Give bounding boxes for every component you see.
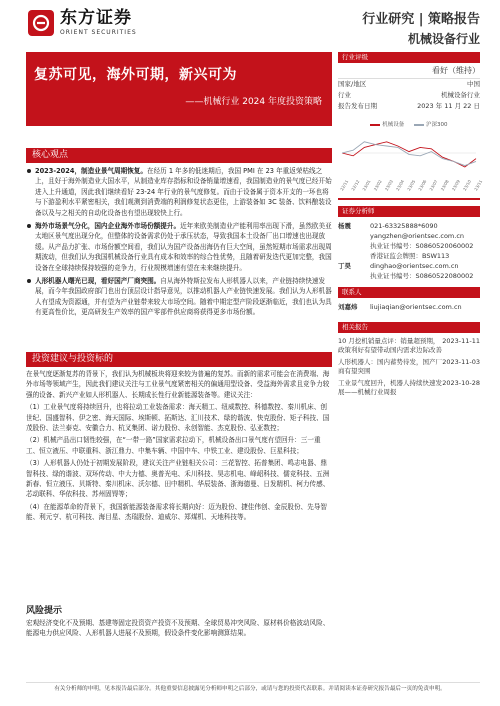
related-report[interactable] [338, 358, 480, 376]
series-line-1 [342, 142, 476, 166]
report-type: 行业研究 | 策略报告 [362, 12, 480, 27]
analyst-detail: 香港证监会牌照：BSW113 [370, 252, 450, 260]
analyst-row [338, 261, 480, 271]
x-tick-label: 23/01 [361, 179, 372, 192]
x-tick-label: 22/12 [350, 179, 361, 192]
analyst-name [338, 271, 370, 281]
info-value: 机械设备行业 [441, 91, 480, 99]
analyst-name [338, 241, 370, 251]
core-points-header: 核心观点 [26, 148, 332, 163]
analyst-name: 丁昊 [338, 262, 351, 270]
analyst-detail: 执业证书编号：S0860520060002 [370, 242, 474, 250]
info-row [338, 101, 480, 112]
rating-section-label: 行业评级 [338, 52, 480, 63]
title-banner [26, 52, 332, 124]
related-title[interactable]: 工业景气度回升，机器人持续快速发展——机械行业周报 [338, 379, 442, 396]
analyst-label: 证券分析师 [338, 206, 480, 217]
brand-name: 东方证券 [60, 8, 132, 28]
bullet-lead: 2023-2024，制造业景气周期恢复。 [35, 167, 147, 175]
related-date: 2023-11-03 [442, 358, 480, 366]
x-tick-label: 23/09 [450, 179, 461, 192]
legend-item-hs300: 沪深300 [414, 120, 447, 128]
related-list [338, 337, 480, 397]
investment-body [26, 369, 332, 525]
related-title[interactable]: 10 月挖机销量点评：销量超预期，政策利好有望带动国内需求边际改善 [338, 337, 442, 354]
investment-paragraph: （1）工业景气度将持续回升，也将拉动工业装备需求：海天精工、纽威数控、科德数控、秦川机床、创世纪、国盛智科、伊之密、海天国际、埃斯顿、拓斯达、汇川技术、绿的谐波、快克股份、矩子科技、国茂股份、法兰泰克、安徽合力、杭叉集团、诺力股份、永创智能、杰克股份、弘亚数控； [26, 403, 330, 433]
related-date: 2023-11-11 [442, 337, 480, 345]
legend-item-machinery: 机械设备 [370, 120, 404, 128]
info-key: 报告发布日期 [338, 102, 377, 110]
x-tick-label: 23/04 [394, 179, 406, 192]
related-report[interactable] [338, 379, 480, 397]
investment-paragraph: （3）人形机器人仍处于初期发展阶段，建议关注产业链相关公司：三花智控、拓普集团、鸣志电器、鼎智科技、绿的谐波、双环传动、中大力德、奥普光电、禾川科技、昊志机电、峰岹科技、儒竞科技、五洲新春、恒立液压、贝斯特、秦川机床、沃尔德、田中精机、华辰装备、浙海德曼、日发精机、柯力传感、芯动联科、华依科技、苏州固锝等； [26, 459, 330, 499]
performance-chart [338, 120, 484, 192]
info-key: 行业 [338, 91, 351, 99]
core-points [26, 166, 332, 321]
analyst-name: 杨震 [338, 222, 351, 230]
chart-legend [338, 120, 480, 128]
x-tick-label: 23/11 [473, 179, 484, 192]
analyst-row [338, 271, 480, 281]
rating-text: 看好（维持） [432, 66, 480, 75]
x-tick-label: 23/02 [372, 179, 383, 192]
core-bullet [26, 166, 332, 218]
x-tick-label: 23/08 [439, 179, 450, 192]
core-bullet [26, 221, 332, 273]
info-row [338, 90, 480, 101]
x-tick-label: 23/06 [417, 179, 428, 192]
x-tick-label: 23/07 [428, 179, 439, 192]
report-title: 复苏可见，海外可期，新兴可为 [34, 67, 237, 83]
orient-logo-icon [28, 10, 54, 36]
brand-logo [28, 10, 137, 36]
info-value: 中国 [467, 80, 480, 88]
analyst-row [338, 241, 480, 251]
core-bullet [26, 276, 332, 318]
bullet-text: 近年来欧美制造业产能利用率出现下滑，虽然欧美亚太地区景气度出现分化，但整体的设备需求仍处于承压状态，导致我国本土设备厂出口增速也出现放缓。从产品力扩张、市场份额空间看，我们认为国产设备出海仍有巨大空间，虽然短期市场需求出现周期波动，但我们认为我国机械设备行业具有成本和效率的综合性优势，且随着研发迭代更加完整，我国设备在全球持续保持较强的竞争力，行业规模增速有望在未来继续提升。 [35, 222, 332, 272]
investment-paragraph: 在景气度逐渐复苏的背景下，我们认为机械板块将迎来较为普遍的复苏。而新的需求可能会在消费端、海外市场等领域产生，因此我们建议关注与工业景气度紧密相关的偏通用型设备、受益海外需求且竞争力较强的设备、新兴产业如人形机器人、长期成长性行业新能源装备等。建议关注： [26, 370, 330, 399]
x-tick-label: 22/11 [339, 179, 350, 192]
analyst-name [338, 251, 370, 261]
x-tick-label: 23/03 [383, 179, 394, 192]
analyst-detail: yangzhen@orientsec.com.cn [370, 232, 465, 240]
contact-email[interactable]: liujiaqian@orientsec.com.cn [370, 303, 462, 311]
report-subtitle: ——机械行业 2024 年度投资策略 [185, 97, 322, 107]
risk-body: 宏观经济变化不及预期、基建等固定投资资产投资不及预期、全球贸易冲突风险、原材料价格波动风险、能源电力供应风险、人形机器人进展不及预期，假设条件变化影响测算结果。 [26, 619, 330, 638]
analyst-detail: 021-63325888*6090 [370, 222, 438, 230]
x-tick-label: 23/05 [406, 179, 417, 192]
analyst-row [338, 251, 480, 261]
info-key: 国家/地区 [338, 80, 367, 88]
contact-row [338, 302, 480, 312]
analyst-row [338, 231, 480, 241]
related-date: 2023-10-28 [442, 379, 480, 387]
rating-value [338, 65, 480, 79]
contact-label: 联系人 [338, 287, 480, 298]
related-label: 相关报告 [338, 322, 480, 333]
sidebar [338, 52, 484, 400]
analyst-detail: dinghao@orientsec.com.cn [370, 262, 459, 270]
bullet-lead: 海外市场景气分化，国内企业海外市场份额提升。 [35, 222, 181, 231]
report-industry: 机械设备行业 [407, 32, 480, 46]
risk-title: 风险提示 [26, 606, 63, 616]
analyst-name [338, 231, 370, 241]
related-report[interactable] [338, 337, 480, 355]
analyst-row [338, 221, 480, 231]
bullet-lead: 人形机器人曙光已现，看好国产厂商突围。 [35, 277, 161, 286]
footer-divider [26, 682, 480, 683]
bullet-text: 在经历 1 年多的低迷期后，我国 PMI 在 23 年重返荣枯线之上，且好于海外制造业大国水平，从制造业库存指标和设备销量增速看，我国制造业的景气度已经开始进入上升通道，因此我们继续看好 23-24 年行业的景气度修复。而由于设备属于资本开支的一环也将与下游盈利水平紧密相关，我们观测到消费端的利润修复状态更佳，上游装备如 3C 装备、饮料酿装设备以及与之相关的自动化设备也有望出现较快上行。 [35, 167, 332, 217]
footer-disclaimer: 有关分析师的申明，见本报告最后部分。其他重要信息披露见分析师申明之后部分，或请与您的投资代表联系。并请阅读本证券研究报告最后一页的免责申明。 [54, 686, 446, 692]
info-row [338, 79, 480, 90]
info-table [338, 79, 480, 112]
info-value: 2023 年 11 月 22 日 [417, 102, 480, 110]
brand-name-en: ORIENT SECURITIES [60, 29, 137, 36]
analyst-section [338, 198, 480, 397]
investment-header: 投资建议与投资标的 [26, 352, 332, 367]
investment-paragraph: （4）在能源革命的背景下，我国新能源装备需求将长期向好：迈为股份、捷佳伟创、金辰股份、先导智能、利元亨、杭可科技、海目星、杰瑞股份、迪威尔、郑煤机、天地科技等。 [26, 502, 327, 522]
bullet-text: 自从海外特斯拉发布人形机器人以来，产业链持续快速发展，而今年我国政府部门也出台顶层设计指导意见，以推动机器人产业链快速发展。我们认为人形机器人有望成为资源通，并有望为产业链带来较大市场空间。随着中期定型产阶段逐渐临近，我们也认为具有更高性价比，更高研发生产效率的国产零部件供应商将获得更多市场份额。 [35, 277, 332, 317]
chart-svg [338, 128, 484, 192]
banner-divider [26, 124, 332, 126]
x-tick-label: 23/10 [461, 179, 473, 192]
investment-paragraph: （2）机械产品出口韧性较强，在“一带一路”国家需求拉动下，机械设备出口景气度有望回升：三一重工、恒立液压、中联重科、浙江鼎力、中集车辆、中国中车、中铁工业、建设股份、巨星科技； [26, 436, 321, 455]
related-title[interactable]: 人形机器人：国内蓄势待发，国产厂商有望突围 [338, 358, 442, 375]
analyst-list [338, 221, 480, 281]
contact-name: 刘嘉炜 [338, 303, 358, 311]
analyst-detail: 执业证书编号：S0860522080002 [370, 272, 474, 280]
